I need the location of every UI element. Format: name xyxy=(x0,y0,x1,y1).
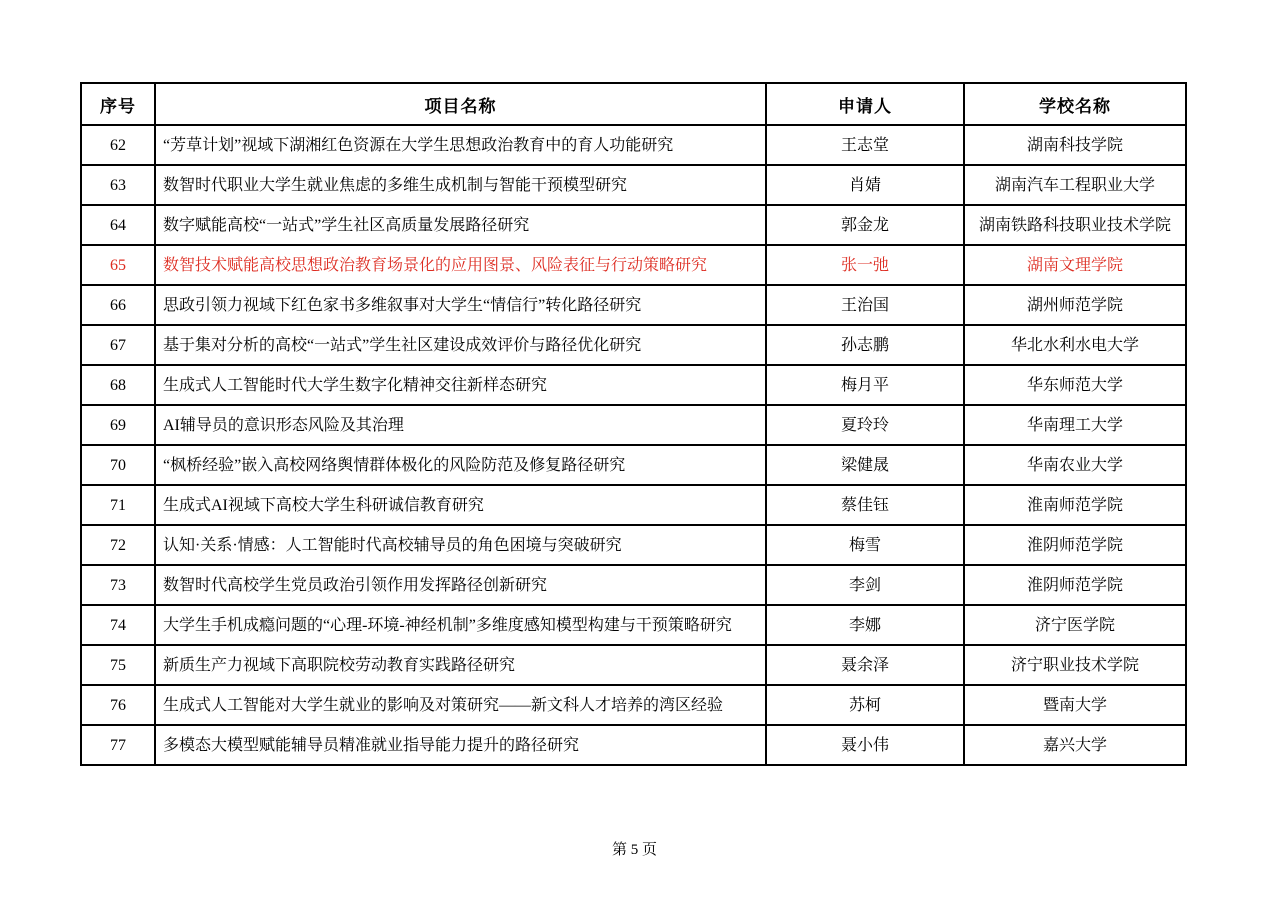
table-row xyxy=(81,565,1186,605)
table-row xyxy=(81,365,1186,405)
applicant-cell: 苏柯 xyxy=(766,685,964,725)
page-number: 第 5 页 xyxy=(611,842,657,858)
table-row xyxy=(81,245,1186,285)
school-cell: 湖州师范学院 xyxy=(964,285,1186,325)
project-name-cell: 数智时代高校学生党员政治引领作用发挥路径创新研究 xyxy=(155,565,766,605)
school-cell: 湖南科技学院 xyxy=(964,125,1186,165)
row-number-cell: 77 xyxy=(81,725,155,765)
school-cell: 暨南大学 xyxy=(964,685,1186,725)
row-number-cell: 72 xyxy=(81,525,155,565)
table-row xyxy=(81,525,1186,565)
applicant-cell: 王治国 xyxy=(766,285,964,325)
applicant-cell: 梅雪 xyxy=(766,525,964,565)
row-number-cell: 75 xyxy=(81,645,155,685)
table-row xyxy=(81,205,1186,245)
project-name-cell: 生成式AI视域下高校大学生科研诚信教育研究 xyxy=(155,485,766,525)
applicant-cell: 聂余泽 xyxy=(766,645,964,685)
row-number-cell: 70 xyxy=(81,445,155,485)
project-name-cell: 多模态大模型赋能辅导员精准就业指导能力提升的路径研究 xyxy=(155,725,766,765)
school-cell: 湖南文理学院 xyxy=(964,245,1186,285)
applicant-cell: 聂小伟 xyxy=(766,725,964,765)
school-cell: 济宁职业技术学院 xyxy=(964,645,1186,685)
project-name-cell: AI辅导员的意识形态风险及其治理 xyxy=(155,405,766,445)
project-name-cell: 大学生手机成瘾问题的“心理-环境-神经机制”多维度感知模型构建与干预策略研究 xyxy=(155,605,766,645)
applicant-cell: 夏玲玲 xyxy=(766,405,964,445)
table-row xyxy=(81,285,1186,325)
applicant-cell: 孙志鹏 xyxy=(766,325,964,365)
school-cell: 湖南铁路科技职业技术学院 xyxy=(964,205,1186,245)
applicant-cell: 李娜 xyxy=(766,605,964,645)
row-number-cell: 68 xyxy=(81,365,155,405)
project-name-cell: 生成式人工智能时代大学生数字化精神交往新样态研究 xyxy=(155,365,766,405)
table-row xyxy=(81,325,1186,365)
table-row xyxy=(81,165,1186,205)
school-cell: 淮南师范学院 xyxy=(964,485,1186,525)
project-name-cell: 生成式人工智能对大学生就业的影响及对策研究——新文科人才培养的湾区经验 xyxy=(155,685,766,725)
table-header-row xyxy=(81,83,1186,125)
table-row xyxy=(81,125,1186,165)
project-name-cell: “芳草计划”视域下湖湘红色资源在大学生思想政治教育中的育人功能研究 xyxy=(155,125,766,165)
applicant-cell: 蔡佳钰 xyxy=(766,485,964,525)
school-cell: 华南理工大学 xyxy=(964,405,1186,445)
project-name-cell: 认知·关系·情感：人工智能时代高校辅导员的角色困境与突破研究 xyxy=(155,525,766,565)
row-number-cell: 76 xyxy=(81,685,155,725)
school-cell: 华北水利水电大学 xyxy=(964,325,1186,365)
school-cell: 淮阴师范学院 xyxy=(964,525,1186,565)
header-cell-number: 序号 xyxy=(81,83,155,125)
row-number-cell: 62 xyxy=(81,125,155,165)
table-row xyxy=(81,725,1186,765)
school-cell: 华南农业大学 xyxy=(964,445,1186,485)
row-number-cell: 66 xyxy=(81,285,155,325)
table-row xyxy=(81,485,1186,525)
project-name-cell: 数智时代职业大学生就业焦虑的多维生成机制与智能干预模型研究 xyxy=(155,165,766,205)
project-name-cell: 新质生产力视域下高职院校劳动教育实践路径研究 xyxy=(155,645,766,685)
header-cell-applicant: 申请人 xyxy=(766,83,964,125)
row-number-cell: 74 xyxy=(81,605,155,645)
applicant-cell: 李剑 xyxy=(766,565,964,605)
project-name-cell: 基于集对分析的高校“一站式”学生社区建设成效评价与路径优化研究 xyxy=(155,325,766,365)
project-name-cell: “枫桥经验”嵌入高校网络舆情群体极化的风险防范及修复路径研究 xyxy=(155,445,766,485)
row-number-cell: 65 xyxy=(81,245,155,285)
row-number-cell: 64 xyxy=(81,205,155,245)
applicant-cell: 肖婧 xyxy=(766,165,964,205)
row-number-cell: 73 xyxy=(81,565,155,605)
school-cell: 淮阴师范学院 xyxy=(964,565,1186,605)
table-row xyxy=(81,645,1186,685)
school-cell: 湖南汽车工程职业大学 xyxy=(964,165,1186,205)
school-cell: 华东师范大学 xyxy=(964,365,1186,405)
row-number-cell: 71 xyxy=(81,485,155,525)
table-row xyxy=(81,605,1186,645)
project-name-cell: 思政引领力视域下红色家书多维叙事对大学生“情信行”转化路径研究 xyxy=(155,285,766,325)
project-name-cell: 数字赋能高校“一站式”学生社区高质量发展路径研究 xyxy=(155,205,766,245)
header-cell-school-name: 学校名称 xyxy=(964,83,1186,125)
header-cell-project-name: 项目名称 xyxy=(155,83,766,125)
applicant-cell: 梅月平 xyxy=(766,365,964,405)
table-row xyxy=(81,405,1186,445)
applicant-cell: 梁健晟 xyxy=(766,445,964,485)
row-number-cell: 67 xyxy=(81,325,155,365)
school-cell: 嘉兴大学 xyxy=(964,725,1186,765)
applicant-cell: 张一弛 xyxy=(766,245,964,285)
table-row xyxy=(81,445,1186,485)
table-row xyxy=(81,685,1186,725)
projects-table xyxy=(80,82,1187,766)
table-body xyxy=(81,125,1186,765)
row-number-cell: 63 xyxy=(81,165,155,205)
project-name-cell: 数智技术赋能高校思想政治教育场景化的应用图景、风险表征与行动策略研究 xyxy=(155,245,766,285)
row-number-cell: 69 xyxy=(81,405,155,445)
applicant-cell: 郭金龙 xyxy=(766,205,964,245)
school-cell: 济宁医学院 xyxy=(964,605,1186,645)
applicant-cell: 王志堂 xyxy=(766,125,964,165)
